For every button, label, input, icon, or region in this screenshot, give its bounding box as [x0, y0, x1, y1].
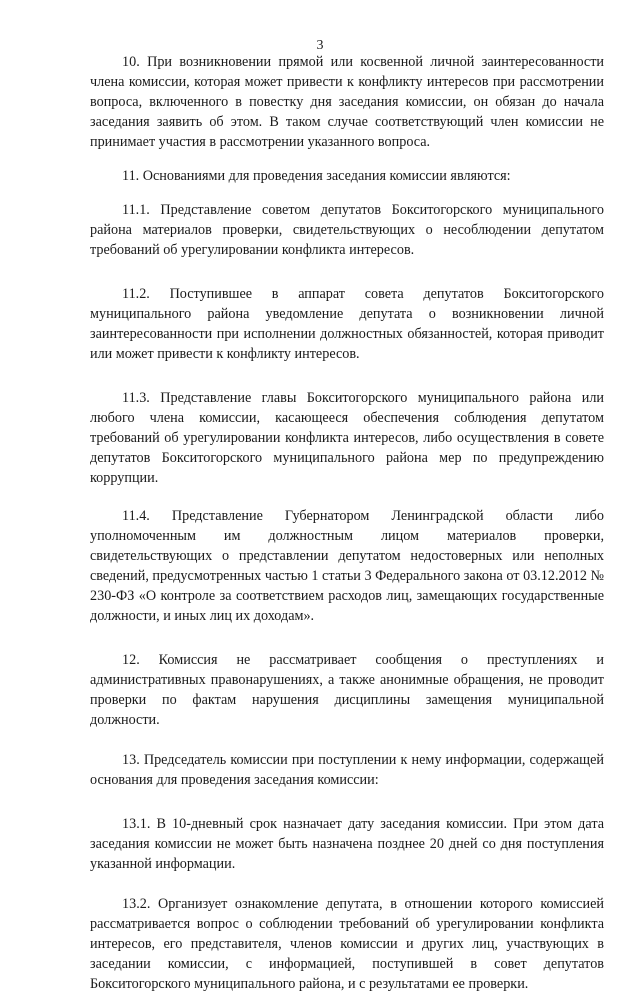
paragraph-11-4: 11.4. Представление Губернатором Ленинградской области либо уполномоченным им должностным лицом материалов проверки, свидетельствующих о представлении депутатом недостоверных или неполных сведений, предусмотренных частью 1 статьи 3 Федерального закона от 03.12.2012 № 230-ФЗ «О контроле за соответствием расходов лиц, замещающих государственные должности, и иных лиц их доходам». [90, 508, 604, 624]
paragraph-11: 11. Основаниями для проведения заседания комиссии являются: [122, 168, 511, 184]
paragraph-13: 13. Председатель комиссии при поступлении к нему информации, содержащей основания для проведения заседания комиссии: [90, 752, 604, 788]
paragraph-12: 12. Комиссия не рассматривает сообщения о преступлениях и административных правонарушениях, а также анонимные обращения, не проводит проверки по фактам нарушения дисциплины замещения муниципальной должности. [90, 652, 604, 728]
paragraph-11-1: 11.1. Представление советом депутатов Бокситогорского муниципального района материалов проверки, свидетельствующих о несоблюдении депутатом требований об урегулировании конфликта интересов. [90, 202, 604, 258]
paragraph-11-3: 11.3. Представление главы Бокситогорского муниципального района или любого члена комиссии, касающееся обеспечения соблюдения депутатом требований об урегулировании конфликта интересов, либо осуществления в совете депутатов Бокситогорского муниципального района мер по предупреждению коррупции. [90, 390, 604, 486]
paragraph-13-2: 13.2. Организует ознакомление депутата, в отношении которого комиссией рассматривается вопрос о соблюдении требований об урегулировании конфликта интересов, его представителя, членов комиссии и других лиц, участвующих в заседании комиссии, с информацией, поступившей в совет депутатов Бокситогорского муниципального района, и с результатами ее проверки. [90, 896, 604, 992]
paragraph-11-2: 11.2. Поступившее в аппарат совета депутатов Бокситогорского муниципального района уведомление депутата о возникновении личной заинтересованности при исполнении должностных обязанностей, которая приводит или может привести к конфликту интересов. [90, 286, 604, 362]
paragraph-10: 10. При возникновении прямой или косвенной личной заинтересованности члена комиссии, которая может привести к конфликту интересов при рассмотрении вопроса, включенного в повестку дня заседания комиссии, он обязан до начала заседания заявить об этом. В таком случае соответствующий член комиссии не принимает участия в рассмотрении указанного вопроса. [90, 54, 604, 150]
paragraph-13-1: 13.1. В 10-дневный срок назначает дату заседания комиссии. При этом дата заседания комиссии не может быть назначена позднее 20 дней со дня поступления указанной информации. [90, 816, 604, 872]
page-number: 3 [316, 38, 324, 53]
